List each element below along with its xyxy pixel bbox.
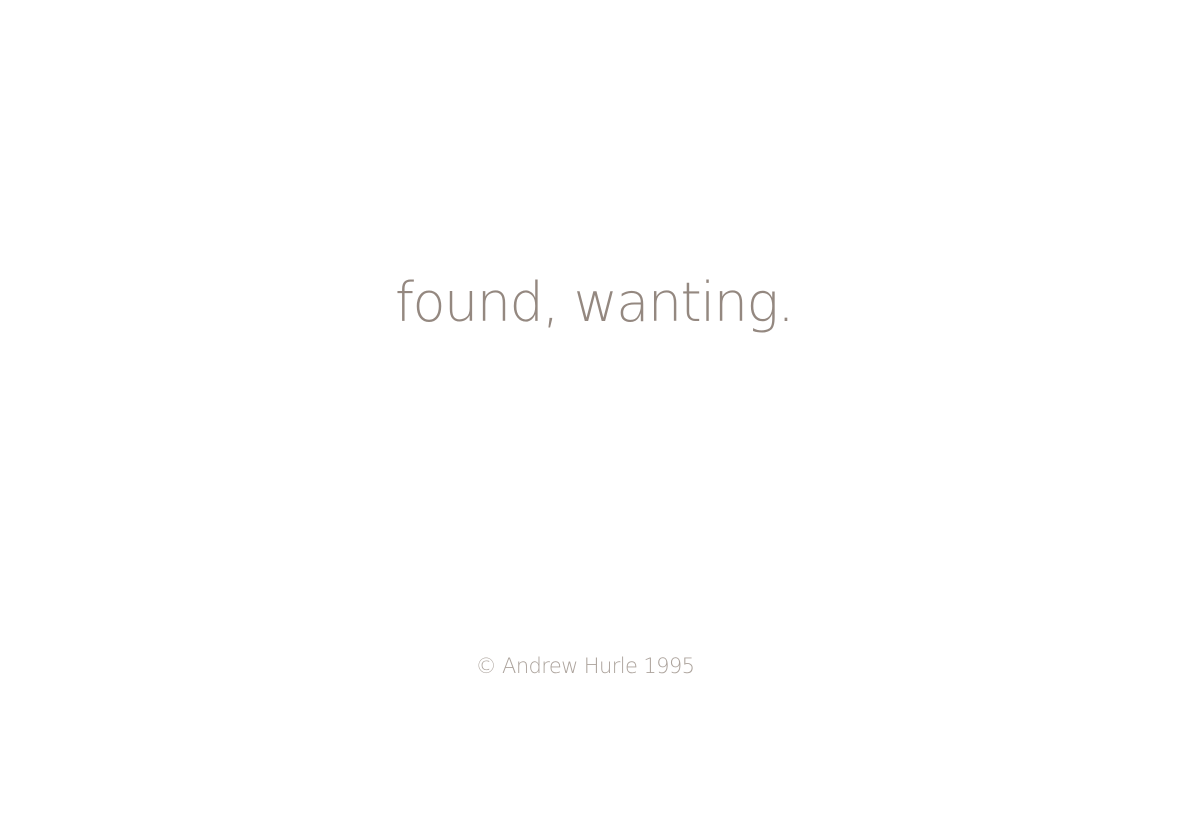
page-title: found, wanting. [394,271,794,334]
copyright-credit: © Andrew Hurle 1995 [475,654,695,678]
